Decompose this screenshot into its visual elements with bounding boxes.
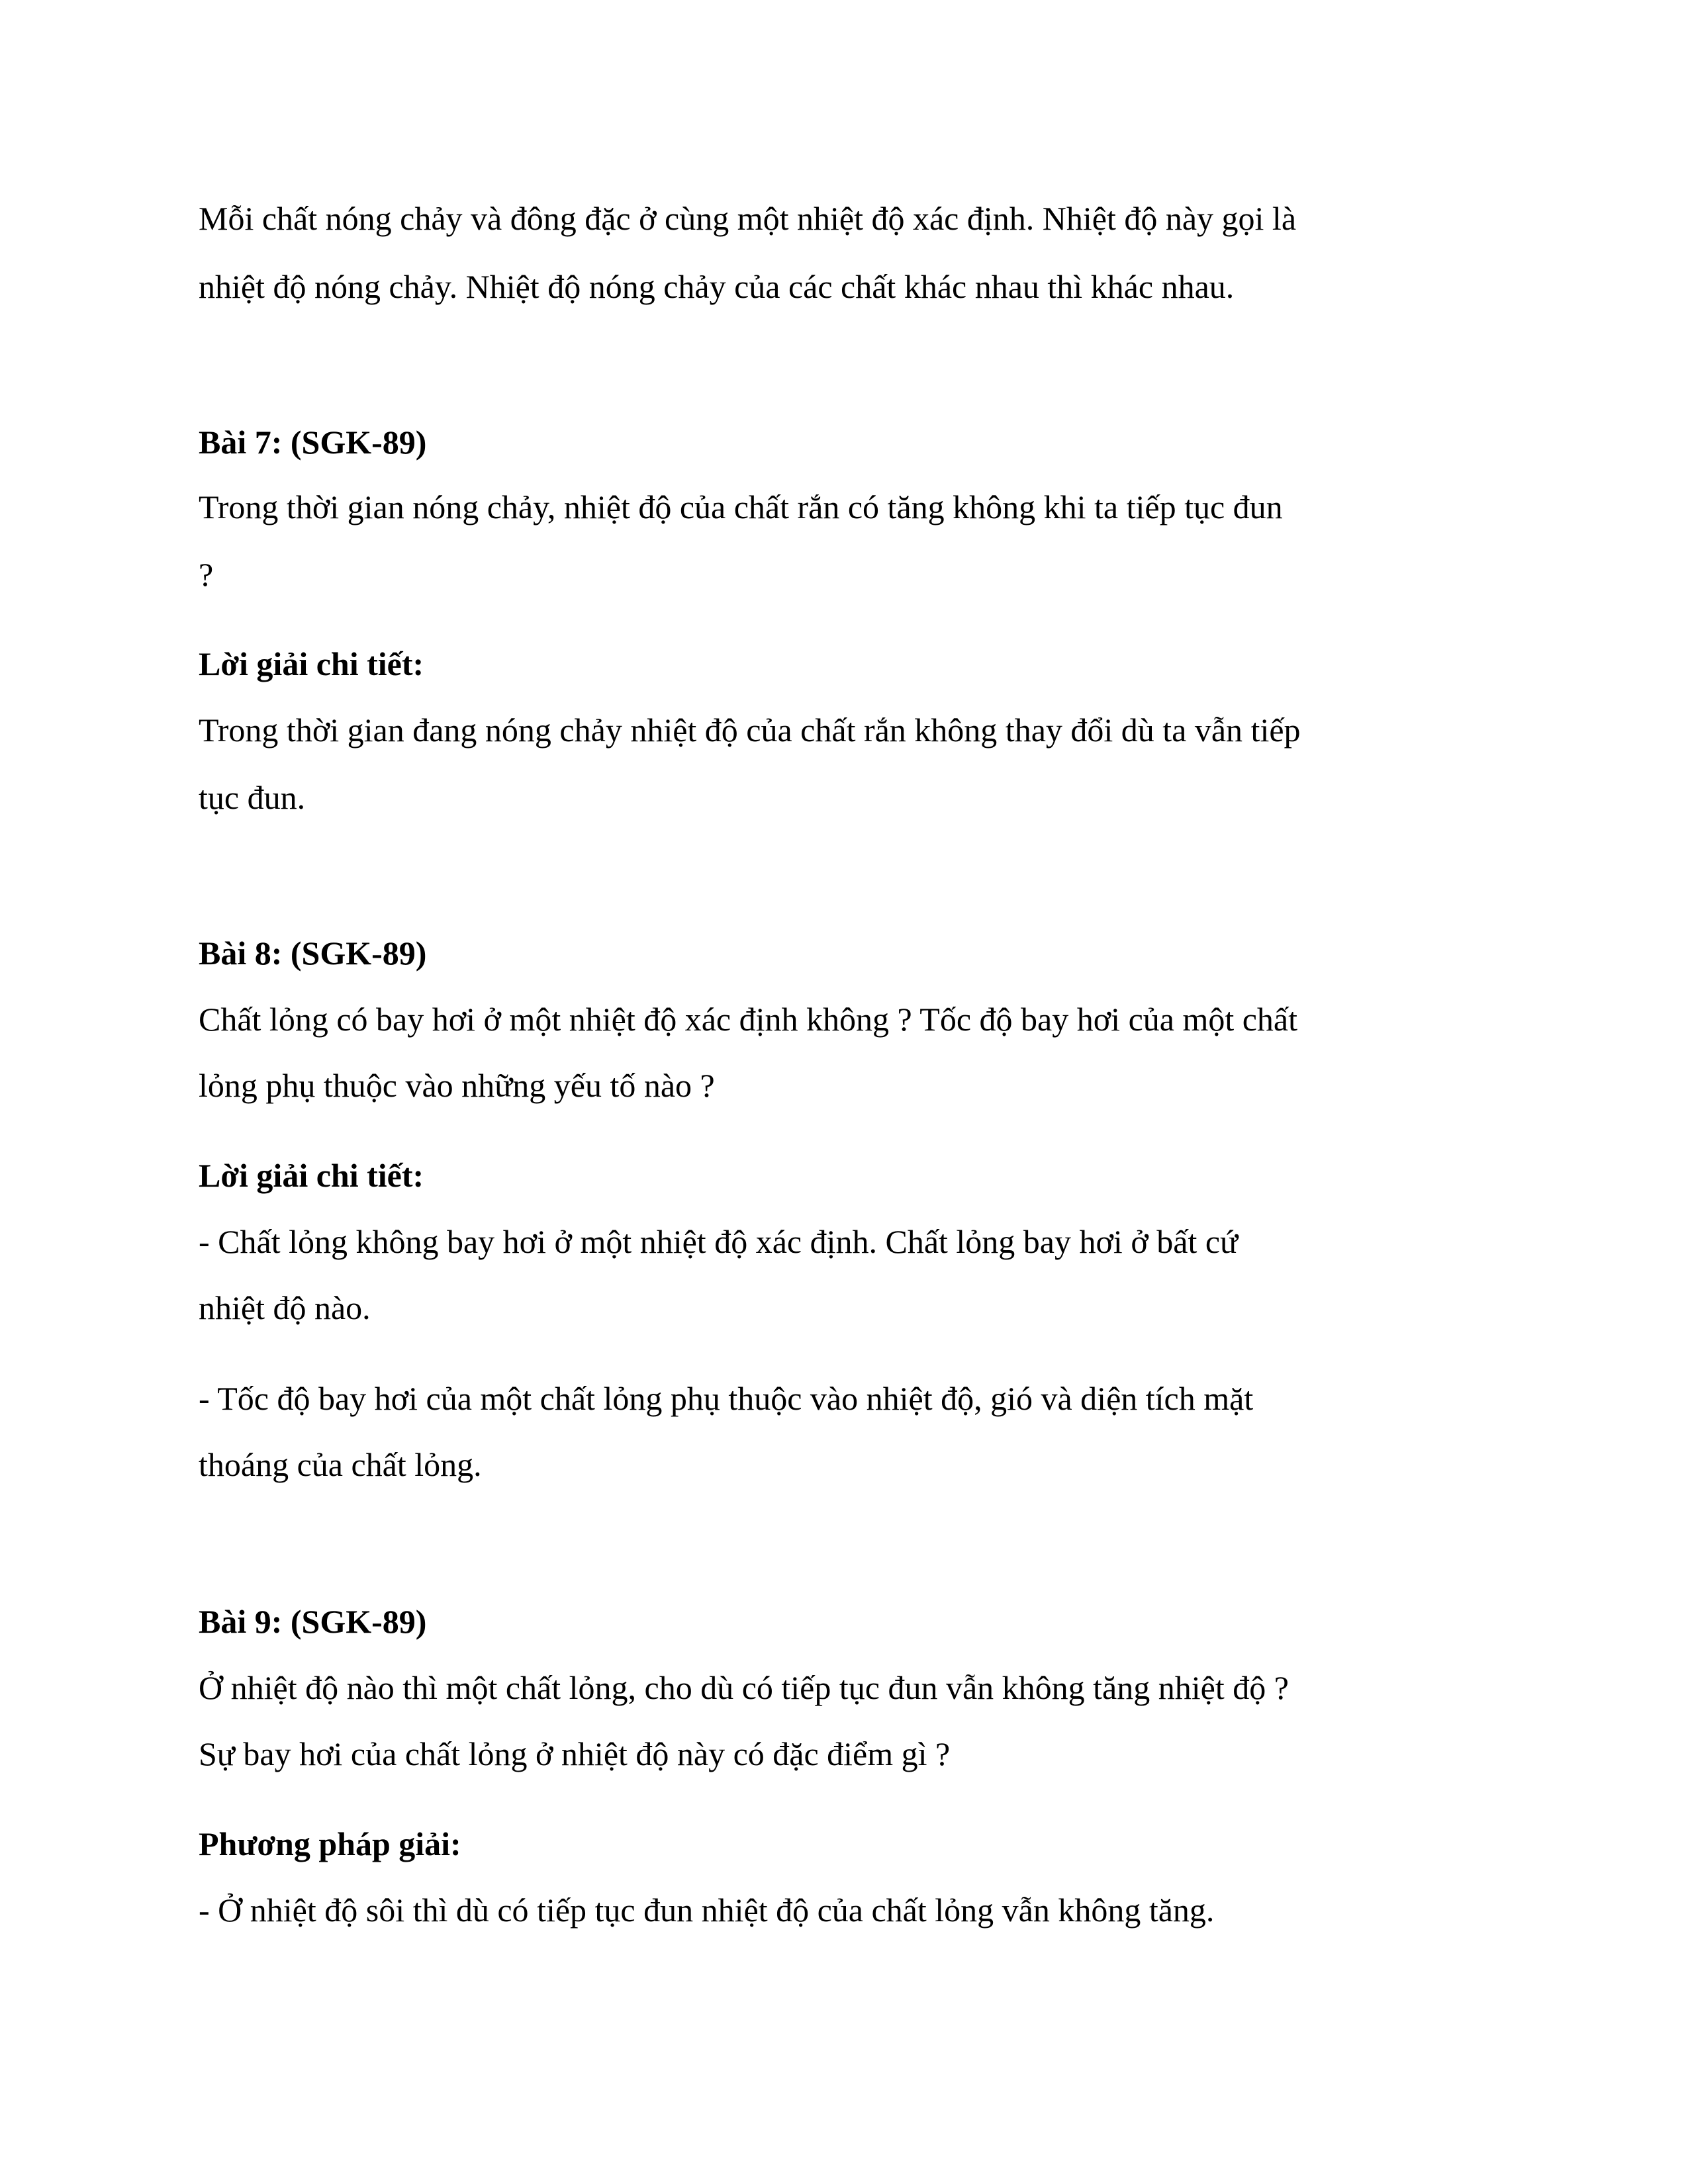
- bai7-solution-label: Lời giải chi tiết:: [199, 645, 424, 682]
- bai8-answer-1-line-1: - Chất lỏng không bay hơi ở một nhiệt độ xác định. Chất lỏng bay hơi ở bất cứ: [199, 1223, 1239, 1260]
- bai9-question-line-2: Sự bay hơi của chất lỏng ở nhiệt độ này có đặc điểm gì ?: [199, 1735, 951, 1772]
- bai8-answer-1-line-2: nhiệt độ nào.: [199, 1289, 371, 1326]
- bai8-question-line-2: lỏng phụ thuộc vào những yếu tố nào ?: [199, 1067, 715, 1104]
- bai7-title: Bài 7: (SGK-89): [199, 424, 427, 461]
- intro-line-2: nhiệt độ nóng chảy. Nhiệt độ nóng chảy của các chất khác nhau thì khác nhau.: [199, 268, 1235, 305]
- bai9-method-label: Phương pháp giải:: [199, 1825, 461, 1862]
- bai9-title: Bài 9: (SGK-89): [199, 1603, 427, 1640]
- bai7-answer-line-2: tục đun.: [199, 779, 306, 816]
- bai9-method-line-1: - Ở nhiệt độ sôi thì dù có tiếp tục đun nhiệt độ của chất lỏng vẫn không tăng.: [199, 1891, 1215, 1929]
- bai8-question-line-1: Chất lỏng có bay hơi ở một nhiệt độ xác định không ? Tốc độ bay hơi của một chất: [199, 1001, 1298, 1038]
- intro-line-1: Mỗi chất nóng chảy và đông đặc ở cùng một nhiệt độ xác định. Nhiệt độ này gọi là: [199, 200, 1297, 237]
- bai7-question-line-1: Trong thời gian nóng chảy, nhiệt độ của chất rắn có tăng không khi ta tiếp tục đun: [199, 488, 1283, 525]
- bai7-question-line-2: ?: [199, 556, 214, 593]
- bai8-title: Bài 8: (SGK-89): [199, 934, 427, 972]
- bai7-answer-line-1: Trong thời gian đang nóng chảy nhiệt độ của chất rắn không thay đổi dù ta vẫn tiếp: [199, 711, 1301, 749]
- bai9-question-line-1: Ở nhiệt độ nào thì một chất lỏng, cho dù có tiếp tục đun vẫn không tăng nhiệt độ ?: [199, 1669, 1289, 1706]
- bai8-answer-2-line-1: - Tốc độ bay hơi của một chất lỏng phụ thuộc vào nhiệt độ, gió và diện tích mặt: [199, 1380, 1254, 1417]
- bai8-solution-label: Lời giải chi tiết:: [199, 1157, 424, 1194]
- bai8-answer-2-line-2: thoáng của chất lỏng.: [199, 1446, 482, 1483]
